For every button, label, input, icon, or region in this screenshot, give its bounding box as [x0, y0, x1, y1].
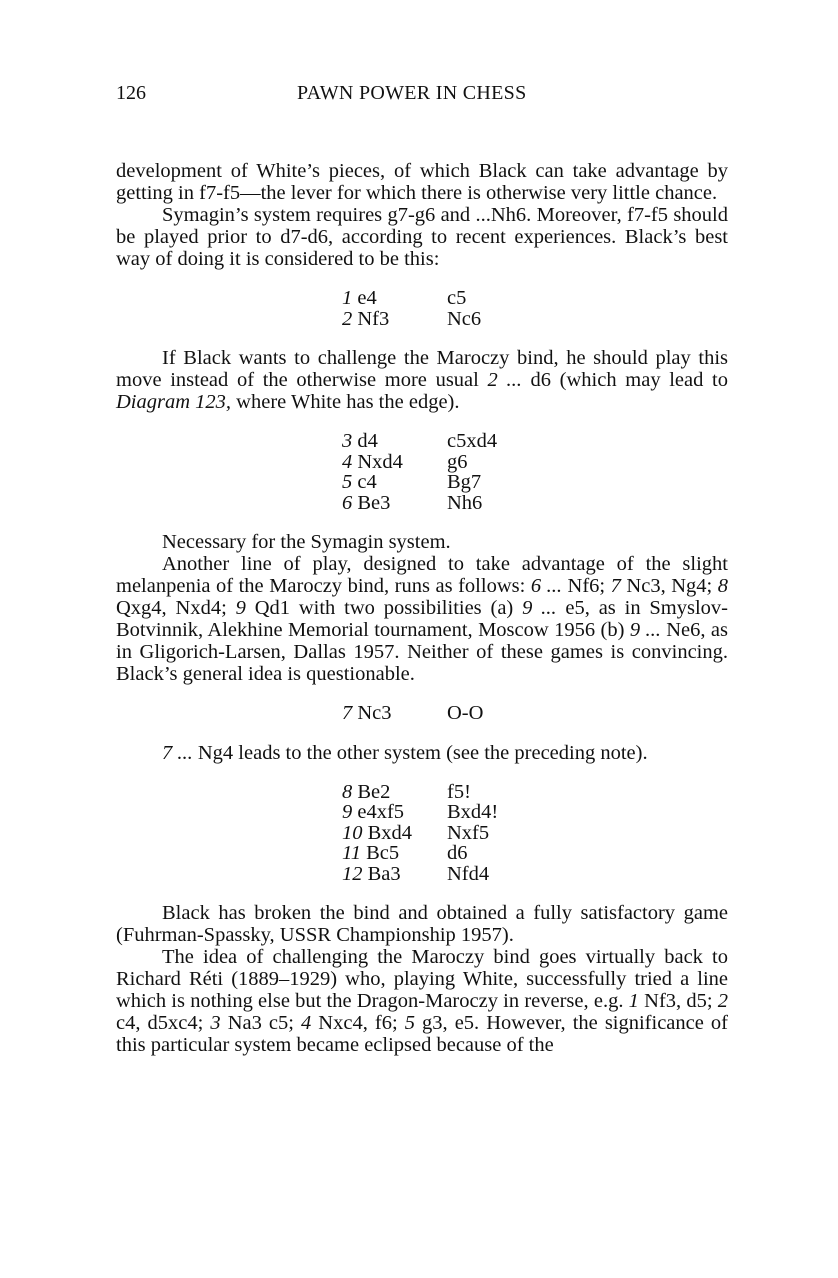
black-move: Nc6: [447, 307, 482, 330]
white-move: Nc3: [357, 702, 392, 724]
move-list-2: [342, 431, 497, 513]
white-move: Nxd4: [357, 450, 403, 473]
move-row: [342, 843, 498, 864]
move-number: 12: [342, 862, 363, 885]
black-move: c5: [447, 287, 467, 309]
white-move: c4: [357, 471, 377, 493]
paragraph-5: Another line of play, designed to take advantage of the slight melanpenia of the Maroczy bind, runs as follows: 6 ... Nf6; 7 Nc3, Ng4; 8 Qxg4, Nxd4; 9 Qd1 with two possibilities (a) 9 ... e5, as in Smyslov-Botvinnik, Alekhine Memorial tournament, Moscow 1956 (b) 9 ... Ne6, as in Gligorich-Larsen, Dallas 1957. Neither of these games is convincing. Black’s general idea is questionable.: [116, 553, 729, 685]
black-move: Bxd4!: [447, 801, 499, 823]
move-number: 11: [342, 842, 361, 864]
move-row: [342, 431, 497, 452]
move-row: [342, 864, 498, 885]
black-move: Nh6: [447, 491, 483, 514]
move-number: 4: [342, 450, 353, 473]
white-move: e4xf5: [357, 801, 405, 823]
paragraph-1: development of White’s pieces, of which Black can take advantage by getting in f7-f5—the lever for which there is otherwise very little chance.: [116, 160, 728, 204]
white-move: d4: [357, 430, 378, 452]
black-move: Nfd4: [447, 862, 490, 885]
move-number: 2: [342, 307, 353, 330]
paragraph-3: If Black wants to challenge the Maroczy bind, he should play this move instead of the otherwise more usual 2 ... d6 (which may lead to Diagram 123, where White has the edge).: [116, 347, 728, 413]
black-move: g6: [447, 450, 468, 473]
paragraph-2: Symagin’s system requires g7-g6 and ...Nh6. Moreover, f7-f5 should be played prior to d7-d6, according to recent experiences. Black’s best way of doing it is considered to be this:: [116, 204, 728, 270]
black-move: f5!: [447, 780, 471, 803]
move-list-3: [342, 703, 483, 724]
move-number: 5: [342, 471, 353, 493]
move-row: [342, 703, 483, 724]
move-number: 9: [342, 801, 353, 823]
move-row: [342, 823, 498, 844]
white-move: Be3: [357, 491, 391, 514]
move-row: [342, 288, 481, 309]
move-row: [342, 782, 498, 803]
white-move: Ba3: [367, 862, 401, 885]
black-move: Bg7: [447, 471, 482, 493]
page-number: 126: [116, 82, 146, 104]
black-move: O-O: [447, 702, 484, 724]
move-row: [342, 452, 497, 473]
move-number: 7: [342, 702, 353, 724]
move-row: [342, 802, 498, 823]
move-row: [342, 472, 497, 493]
white-move: Bc5: [366, 842, 400, 864]
black-move: c5xd4: [447, 430, 498, 452]
page-body: [116, 160, 728, 1056]
white-move: e4: [357, 287, 377, 309]
white-move: Be2: [357, 780, 391, 803]
move-row: [342, 493, 497, 514]
running-title: PAWN POWER IN CHESS: [297, 82, 527, 104]
paragraph-8: The idea of challenging the Maroczy bind goes virtually back to Richard Réti (1889–1929) who, playing White, successfully tried a line which is nothing else but the Dragon-Maroczy in reverse, e.g. 1 Nf3, d5; 2 c4, d5xc4; 3 Na3 c5; 4 Nxc4, f6; 5 g3, e5. However, the significance of this particular system became eclipsed because of the: [116, 946, 729, 1056]
move-list-1: [342, 288, 481, 329]
move-number: 8: [342, 780, 353, 803]
black-move: Nxf5: [447, 821, 490, 844]
move-number: 6: [342, 491, 353, 514]
paragraph-7: Black has broken the bind and obtained a fully satisfactory game (Fuhrman-Spassky, USSR Championship 1957).: [116, 902, 728, 946]
white-move: Nf3: [357, 307, 390, 330]
white-move: Bxd4: [367, 821, 413, 844]
move-number: 10: [342, 821, 363, 844]
paragraph-4: Necessary for the Symagin system.: [162, 531, 451, 553]
black-move: d6: [447, 842, 468, 864]
paragraph-6: 7 ... Ng4 leads to the other system (see the preceding note).: [162, 741, 648, 764]
move-list-4: [342, 782, 498, 885]
move-row: [342, 309, 481, 330]
move-number: 3: [342, 430, 353, 452]
move-number: 1: [342, 287, 353, 309]
